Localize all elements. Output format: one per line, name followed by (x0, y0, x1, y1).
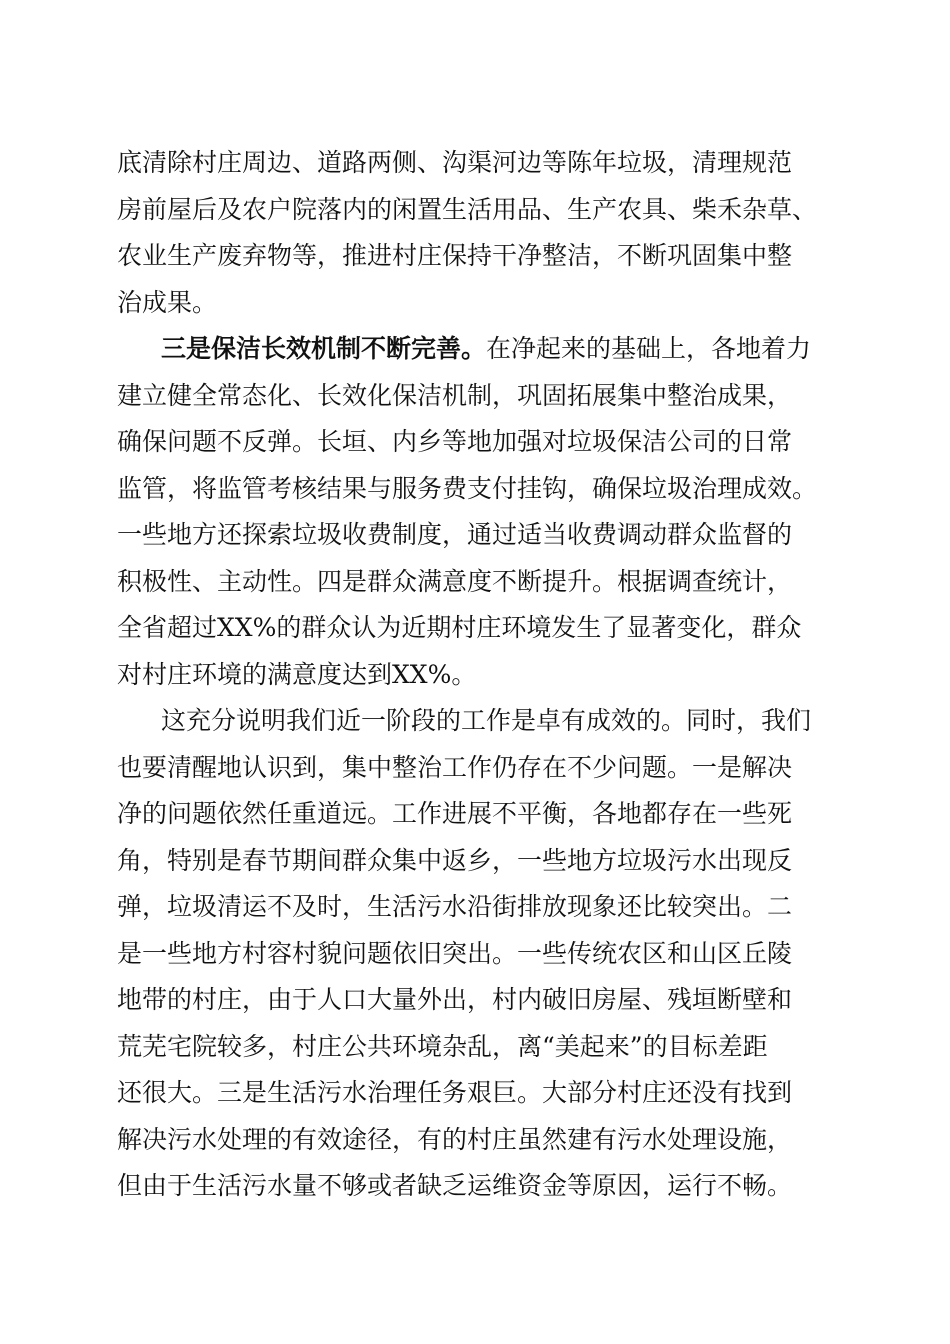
text-line (117, 373, 845, 420)
text-line (117, 931, 845, 978)
text-line (117, 745, 845, 792)
text-segment: 一些地方还探索垃圾收费制度，通过适当收费调动群众监督的 (117, 520, 793, 549)
text-line (117, 326, 845, 373)
text-line (117, 140, 845, 187)
text-segment: 荒芜宅院较多，村庄公共环境杂乱，离“美起来”的目标差距 (117, 1031, 768, 1061)
text-segment: 确保问题不反弹。长垣、内乡等地加强对垃圾保洁公司的日常 (117, 427, 793, 456)
bold-heading-segment: 三是保洁长效机制不断完善。 (161, 334, 487, 363)
document-body (117, 140, 845, 1210)
text-line (117, 559, 845, 606)
text-segment: 建立健全常态化、长效化保洁机制，巩固拓展集中整治成果， (117, 380, 793, 410)
text-segment: 还很大。三是生活污水治理任务艰巨。大部分村庄还没有找到 (117, 1078, 793, 1107)
text-line (117, 605, 845, 652)
text-segment: 监管，将监管考核结果与服务费支付挂钩，确保垃圾治理成效。 (117, 473, 818, 503)
paragraph-3 (117, 698, 845, 1210)
text-segment: 地带的村庄，由于人口大量外出，村内破旧房屋、残垣断壁和 (117, 985, 793, 1014)
text-segment: 弹，垃圾清运不及时，生活污水沿街排放现象还比较突出。二 (117, 892, 793, 921)
text-line (117, 884, 845, 931)
paragraph-2 (117, 326, 845, 698)
text-segment: 积极性、主动性。四是群众满意度不断提升。根据调查统计， (117, 566, 793, 596)
text-segment: 也要清醒地认识到，集中整治工作仍存在不少问题。一是解决 (117, 752, 793, 782)
text-segment: 在净起来的基础上，各地着力 (486, 334, 812, 363)
text-line (117, 698, 845, 745)
text-line (117, 1024, 845, 1071)
text-line (117, 977, 845, 1024)
text-segment: 角，特别是春节期间群众集中返乡，一些地方垃圾污水出现反 (117, 845, 793, 875)
text-segment: 对村庄环境的满意度达到XX%。 (117, 659, 477, 689)
text-line (117, 838, 845, 885)
text-line (117, 1163, 845, 1210)
text-segment: 底清除村庄周边、道路两侧、沟渠河边等陈年垃圾，清理规范 (117, 148, 793, 177)
text-line (117, 1117, 845, 1164)
text-segment: 解决污水处理的有效途径，有的村庄虽然建有污水处理设施， (117, 1124, 793, 1154)
paragraph-1 (117, 140, 845, 326)
text-line (117, 512, 845, 559)
text-line (117, 419, 845, 466)
text-segment: 是一些地方村容村貌问题依旧突出。一些传统农区和山区丘陵 (117, 938, 793, 968)
text-segment: 这充分说明我们近一阶段的工作是卓有成效的。同时，我们 (161, 706, 812, 735)
text-line (117, 187, 845, 234)
text-segment: 农业生产废弃物等，推进村庄保持干净整洁，不断巩固集中整 (117, 241, 793, 270)
text-line (117, 1070, 845, 1117)
text-segment: 房前屋后及农户院落内的闲置生活用品、生产农具、柴禾杂草、 (117, 194, 818, 224)
text-segment: 全省超过XX%的群众认为近期村庄环境发生了显著变化，群众 (117, 613, 802, 642)
text-line (117, 791, 845, 838)
text-line (117, 652, 845, 699)
text-segment: 治成果。 (117, 287, 218, 317)
text-line (117, 280, 845, 327)
text-segment: 但由于生活污水量不够或者缺乏运维资金等原因，运行不畅。 (117, 1171, 793, 1200)
text-line (117, 233, 845, 280)
text-line (117, 466, 845, 513)
text-segment: 净的问题依然任重道远。工作进展不平衡，各地都存在一些死 (117, 799, 793, 828)
